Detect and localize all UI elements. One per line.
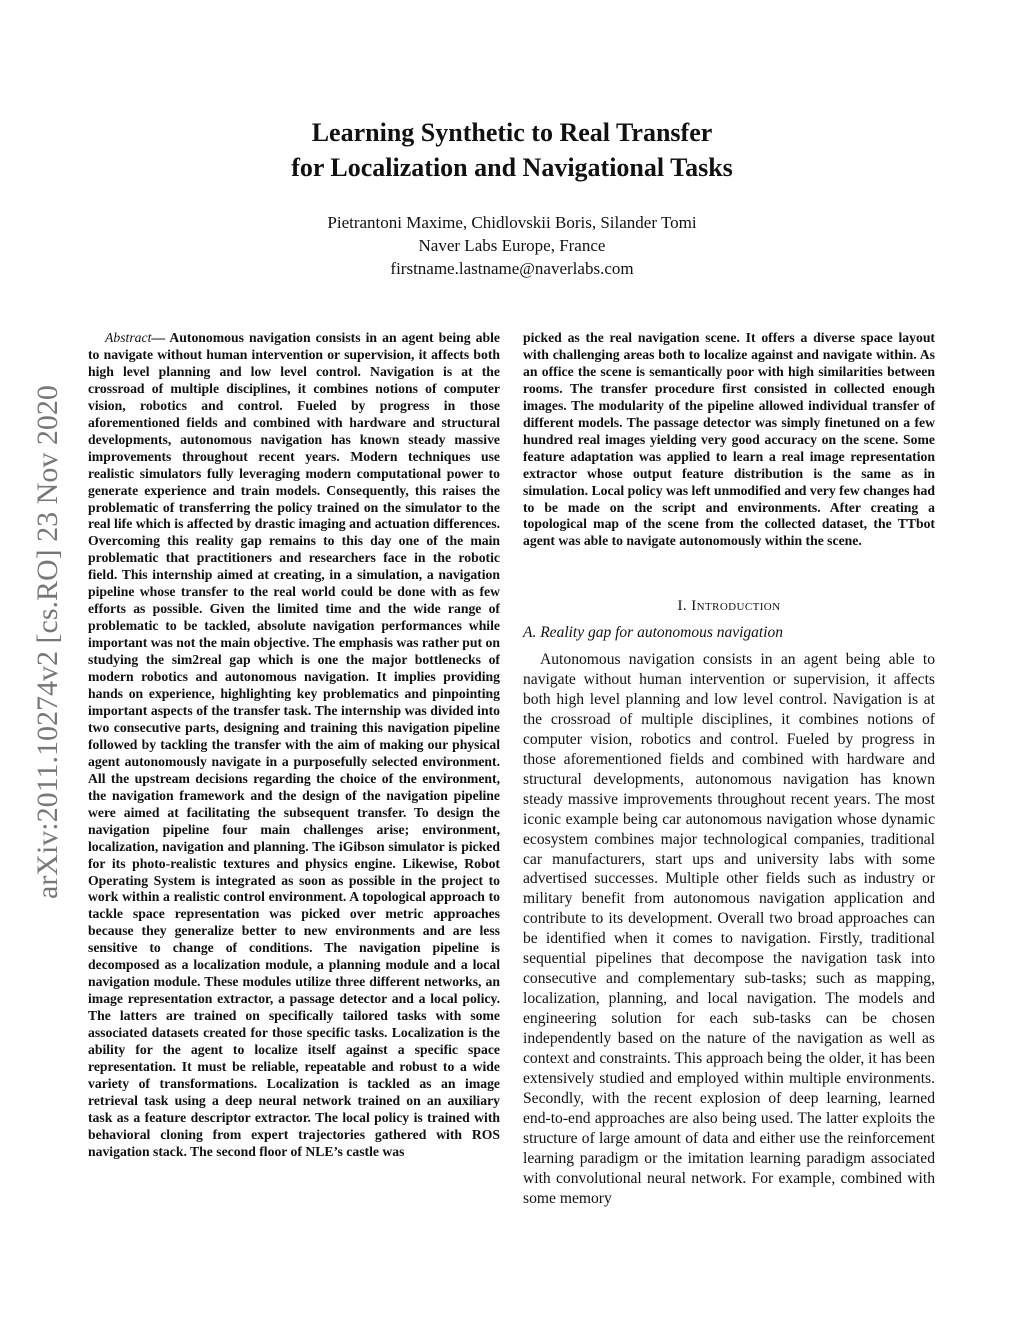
abstract-left-column — [88, 330, 500, 1161]
abstract-label: Abstract — [105, 330, 152, 345]
abstract-continuation: picked as the real navigation scene. It offers a diverse space layout with challenging areas both to localize against and navigate within. As an office the scene is semantically poor with high similarities between rooms. The transfer procedure first consisted in collected enough images. The modularity of the pipeline allowed individual transfer of different models. The passage detector was simply finetuned on a few hundred real images yielding very good accuracy on the scene. Some feature adaptation was applied to learn a real image representation extractor whose output feature distribution is the same as in simulation. Local policy was left unmodified and very few changes had to be made on the script and environments. After creating a topological map of the scene from the collected dataset, the TTbot agent was able to navigate autonomously within the scene. — [523, 330, 935, 549]
arxiv-side-identifier: arXiv:2011.10274v2 [cs.RO] 23 Nov 2020 — [31, 385, 64, 899]
author-affiliation: Naver Labs Europe, France — [418, 236, 606, 255]
introduction-paragraph: Autonomous navigation consists in an agent being able to navigate without human intervention or supervision, it affects both high level planning and low level control. Navigation is at the crossroad of multiple disciplines, it combines notions of computer vision, robotics and control. Fueled by progress in those aforementioned fields and combined with hardware and structural developments, autonomous navigation has known steady massive improvements throughout recent years. The most iconic example being car autonomous navigation whose dynamic ecosystem combines major technological companies, traditional car manufacturers, start ups and university labs with some advertised successes. Multiple other fields such as industry or military benefit from autonomous navigation application and contribute to its development. Overall two broad approaches can be identified when it comes to navigation. Firstly, traditional sequential pipelines that decompose the navigation task into consecutive and complementary sub-tasks; such as mapping, localization, planning, and local navigation. The models and engineering solution for each sub-tasks can be chosen independently based on the nature of the navigation as well as context and constraints. This approach being the older, it has been extensively studied and employed within multiple environments. Secondly, with the recent explosion of deep learning, learned end-to-end approaches are also being used. The latter exploits the structure of large amount of data and either use the reinforcement learning paradigm or the imitation learning paradigm associated with convolutional neural network. For example, combined with some memory — [523, 651, 935, 1207]
paper-title-line-2: for Localization and Navigational Tasks — [291, 153, 733, 182]
section-title: Introduction — [691, 598, 781, 614]
abstract-text: — Autonomous navigation consists in an agent being able to navigate without human intervention or supervision, it affects both high level planning and low level control. Navigation is at the crossroad of multiple disciplines, it combines notions of computer vision, robotics and control. Fueled by progress in those aforementioned fields and combined with hardware and structural developments, autonomous navigation has known steady massive improvements throughout recent years. Modern techniques use realistic simulators fully leveraging modern computational power to generate experience and train models. Consequently, this raises the problematic of transferring the policy trained on the simulator to the real life which is affected by drastic imaging and actuation differences. Overcoming this reality gap remains to this day one of the main problematic that practitioners and researchers face in the robotic field. This internship aimed at creating, in a simulation, a navigation pipeline whose transfer to the real world could be done with as few efforts as possible. Given the limited time and the wide range of problematic to be tackled, absolute navigation performances while important was not the main objective. The emphasis was rather put on studying the sim2real gap which is one the major bottlenecks of modern robotics and autonomous navigation. It implies providing hands on experience, highlighting key problematics and pinpointing important aspects of the transfer task. The internship was divided into two consecutive parts, designing and training this navigation pipeline followed by tackling the transfer with the aim of making our physical agent autonomously navigate in a purposefully selected environment. All the upstream decisions regarding the choice of the environment, the navigation framework and the design of the navigation pipeline were aimed at facilitating the subsequent transfer. To design the navigation pipeline four main challenges arise; environment, localization, navigation and planning. The iGibson simulator is picked for its photo-realistic textures and physics engine. Likewise, Robot Operating System is integrated as soon as possible in the project to work within a realistic control environment. A topological approach to tackle space representation was picked over metric approaches because they generalize better to new environments and are less sensitive to change of conditions. The navigation pipeline is decomposed as a localization module, a planning module and a local navigation module. These modules utilize three different networks, an image representation extractor, a passage detector and a local policy. The latters are trained on specifically tailored tasks with some associated datasets created for those specific tasks. Localization is the ability for the agent to localize itself against a specific space representation. It must be reliable, repeatable and robust to a wide variety of transformations. Localization is tackled as an image retrieval task using a deep neural network trained on an auxiliary task as a feature descriptor extractor. The local policy is trained with behavioral cloning from expert trajectories gathered with ROS navigation stack. The second floor of NLE’s castle was — [88, 330, 500, 1159]
author-email: firstname.lastname@naverlabs.com — [390, 259, 634, 278]
subsection-heading: A. Reality gap for autonomous navigation — [523, 624, 784, 641]
section-heading — [523, 597, 935, 615]
author-names: Pietrantoni Maxime, Chidlovskii Boris, Silander Tomi — [327, 213, 697, 232]
paper-title-line-1: Learning Synthetic to Real Transfer — [311, 118, 713, 147]
section-number: I. — [677, 598, 688, 614]
